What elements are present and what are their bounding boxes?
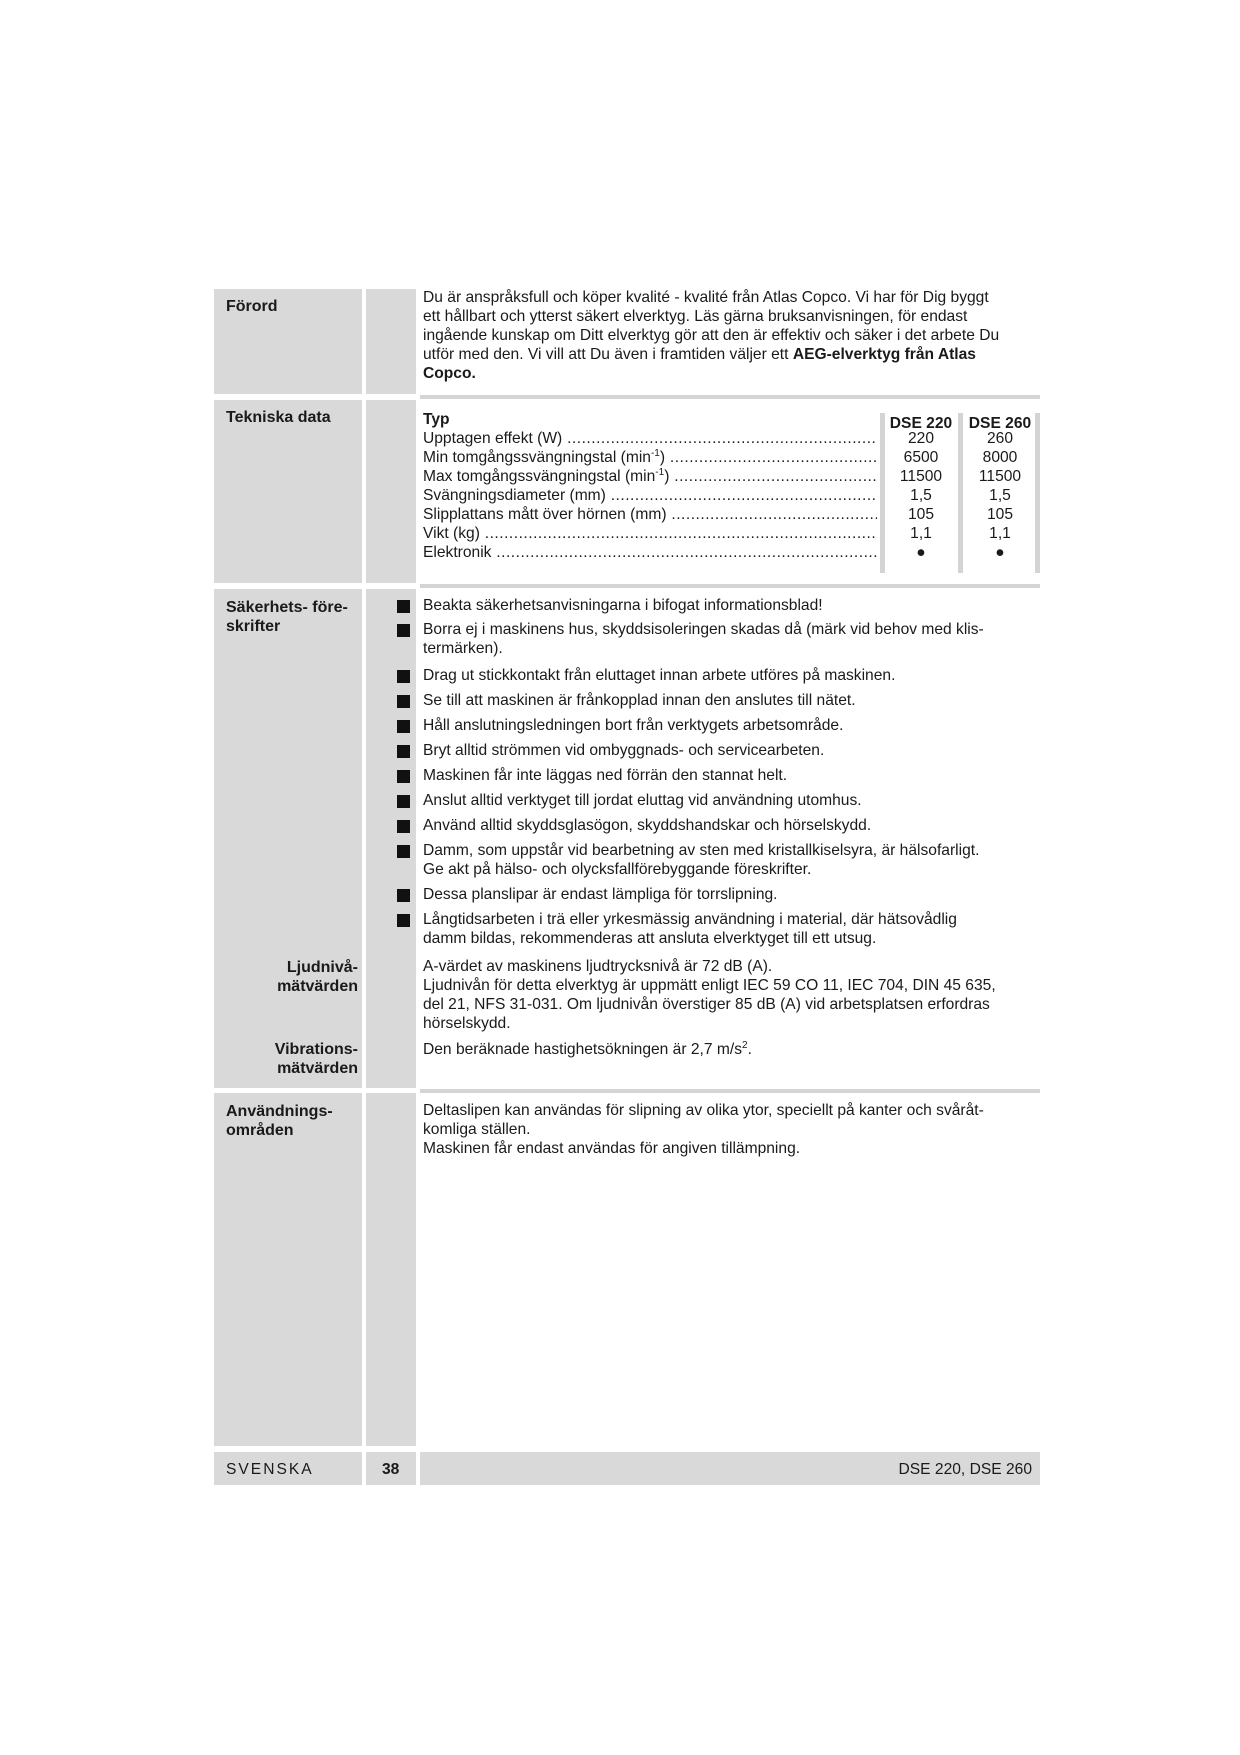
text-span: utför med den. Vi vill att Du även i framtiden väljer ett (423, 346, 793, 363)
text-span: . (747, 1041, 752, 1058)
spec-value-dse220: 105 (907, 506, 935, 523)
safety-item (423, 841, 1035, 879)
square-bullet-icon (397, 695, 410, 708)
spec-row (423, 524, 1040, 543)
heading-line: Ljudnivå- (286, 959, 358, 976)
tekniska-data-heading: Tekniska data (226, 409, 331, 426)
spec-value-dse220: 1,1 (910, 525, 932, 542)
spec-value-dse260: 105 (986, 506, 1014, 523)
spec-type-header: Typ (423, 411, 450, 428)
spec-value-dse260: 8000 (982, 449, 1018, 466)
spec-value-dse260: 1,5 (989, 487, 1011, 504)
spec-table (423, 410, 1040, 562)
text-line: Håll anslutningsledningen bort från verktygets arbetsområde. (423, 717, 844, 734)
page-number: 38 (382, 1461, 400, 1478)
spec-row-label-text: Svängningsdiameter (mm) (423, 487, 606, 504)
square-bullet-icon (397, 845, 410, 858)
text-line: Använd alltid skyddsglasögon, skyddshandskar och hörselskydd. (423, 817, 872, 834)
spec-model1-header: DSE 220 (889, 415, 953, 432)
heading-line: områden (226, 1122, 294, 1139)
superscript: -1 (655, 467, 665, 478)
spec-row-label (423, 429, 877, 448)
ljudniva-heading (226, 958, 358, 996)
text-line: Bryt alltid strömmen vid ombyggnads- och servicearbeten. (423, 742, 825, 759)
forord-heading: Förord (226, 298, 278, 315)
spec-value-dse260: 1,1 (989, 525, 1011, 542)
brand-bold: Copco. (423, 365, 476, 382)
vibration-paragraph (423, 1040, 1035, 1059)
text-line: ingående kunskap om Ditt elverktyg gör att den är effektiv och säker i det arbete Du (423, 327, 1000, 344)
spec-row-label-text: Vikt (kg) (423, 525, 480, 542)
spec-value-dse260: 11500 (978, 468, 1022, 485)
vibration-heading (226, 1040, 358, 1078)
spec-row-label (423, 505, 877, 524)
spec-row (423, 429, 1040, 448)
anvandning-paragraph (423, 1101, 1035, 1158)
text-span: Den beräknade hastighetsökningen är 2,7 m/s (423, 1041, 743, 1058)
spec-header-row (423, 410, 1040, 432)
spec-row-label (423, 448, 877, 467)
square-bullet-icon (397, 670, 410, 683)
text-line (423, 364, 1035, 383)
separator-bar (420, 584, 1040, 588)
text-line: Dessa planslipar är endast lämpliga för torrslipning. (423, 886, 778, 903)
square-bullet-icon (397, 889, 410, 902)
safety-item (423, 716, 1035, 735)
spec-row-label-tail: ) (664, 468, 670, 485)
spec-row-label-text: Min tomgångssvängningstal (min (423, 449, 651, 466)
square-bullet-icon (397, 600, 410, 613)
safety-item (423, 596, 1035, 615)
anvandningsomraden-heading (226, 1102, 356, 1140)
square-bullet-icon (397, 914, 410, 927)
spec-row-label-text: Upptagen effekt (W) (423, 430, 563, 447)
heading-line: skrifter (226, 618, 281, 635)
spec-value-dse220: 11500 (899, 468, 943, 485)
square-bullet-icon (397, 624, 410, 637)
forord-paragraph (423, 288, 1035, 383)
text-line: Du är anspråksfull och köper kvalité - kvalité från Atlas Copco. Vi har för Dig byggt (423, 289, 989, 306)
ljudniva-paragraph (423, 957, 1035, 1033)
spec-row-label-text: Elektronik (423, 544, 492, 561)
separator-bar (420, 1089, 1040, 1093)
text-line (423, 345, 1035, 364)
superscript: -1 (650, 448, 660, 459)
spec-row-label (423, 543, 877, 562)
footer-language: SVENSKA (226, 1461, 314, 1478)
spec-row-label-tail: ) (659, 449, 666, 466)
safety-item (423, 741, 1035, 760)
spec-row (423, 486, 1040, 505)
spec-row (423, 467, 1040, 486)
anv-label-cell (214, 1093, 362, 1446)
spec-row-label-text: Slipplattans mått över hörnen (mm) (423, 506, 667, 523)
spec-value-dse220: 6500 (903, 449, 939, 466)
safety-item (423, 885, 1035, 904)
spec-row-label-text: Max tomgångssvängningstal (min (423, 468, 656, 485)
square-bullet-icon (397, 770, 410, 783)
text-line: Damm, som uppstår vid bearbetning av sten med kristallkiselsyra, är hälsofarligt. (423, 842, 980, 859)
sakerhetsforeskrifter-heading (226, 598, 356, 636)
spec-row-label (423, 467, 877, 486)
footer-models: DSE 220, DSE 260 (898, 1461, 1032, 1478)
spec-value-dse260: 260 (986, 430, 1014, 447)
separator-bar (420, 395, 1040, 399)
safety-item (423, 816, 1035, 835)
text-line: ett hållbart och ytterst säkert elverktyg. Läs gärna bruksanvisningen, för endast (423, 308, 968, 325)
heading-line: Vibrations- (274, 1041, 358, 1058)
brand-bold: AEG-elverktyg från Atlas (792, 346, 976, 363)
safety-item (423, 910, 1035, 948)
safety-item (423, 666, 1035, 685)
text-line: Ljudnivån för detta elverktyg är uppmätt enligt IEC 59 CO 11, IEC 704, DIN 45 635, (423, 977, 996, 994)
square-bullet-icon (397, 745, 410, 758)
sakerhet-label-cell (214, 589, 362, 1088)
forord-mid-cell (366, 289, 416, 394)
tekniska-mid-cell (366, 400, 416, 583)
text-line: Borra ej i maskinens hus, skyddsisoleringen skadas då (märk vid behov med klis- (423, 621, 984, 638)
spec-row-label (423, 486, 877, 505)
spec-value-dse220: 220 (907, 430, 935, 447)
spec-value-dse220: ● (916, 544, 926, 561)
text-line: Maskinen får endast användas för angiven tillämpning. (423, 1140, 801, 1157)
safety-item (423, 791, 1035, 810)
spec-value-dse260: ● (995, 544, 1005, 561)
square-bullet-icon (397, 820, 410, 833)
text-line: Anslut alltid verktyget till jordat eluttag vid användning utomhus. (423, 792, 862, 809)
superscript: 2 (742, 1040, 748, 1051)
safety-item (423, 620, 1035, 658)
text-line: A-värdet av maskinens ljudtrycksnivå är 72 dB (A). (423, 958, 773, 975)
square-bullet-icon (397, 720, 410, 733)
spec-value-dse220: 1,5 (910, 487, 932, 504)
text-line: Deltaslipen kan användas för slipning av olika ytor, speciellt på kanter och svåråt- (423, 1102, 984, 1119)
spec-row (423, 543, 1040, 562)
tekniska-label-cell (214, 400, 362, 583)
text-line: termärken). (423, 640, 503, 657)
text-line: komliga ställen. (423, 1121, 531, 1138)
text-line: Ge akt på hälso- och olycksfallförebyggande föreskrifter. (423, 861, 812, 878)
anv-mid-cell (366, 1093, 416, 1446)
sakerhet-mid-cell (366, 589, 416, 1088)
heading-line: Användnings- (226, 1103, 333, 1120)
heading-line: mätvärden (277, 978, 358, 995)
text-line: Långtidsarbeten i trä eller yrkesmässig användning i material, där hätsovådlig (423, 911, 957, 928)
heading-line: Säkerhets- före- (226, 599, 348, 616)
text-line: hörselskydd. (423, 1015, 511, 1032)
spec-row (423, 448, 1040, 467)
text-line: damm bildas, rekommenderas att ansluta elverktyget till ett utsug. (423, 930, 877, 947)
text-line: Drag ut stickkontakt från eluttaget innan arbete utföres på maskinen. (423, 667, 896, 684)
spec-row-label (423, 524, 877, 543)
spec-row (423, 505, 1040, 524)
spec-model2-header: DSE 260 (968, 415, 1032, 432)
text-line: Beakta säkerhetsanvisningarna i bifogat informationsblad! (423, 597, 823, 614)
square-bullet-icon (397, 795, 410, 808)
text-line: Se till att maskinen är frånkopplad innan den anslutes till nätet. (423, 692, 856, 709)
safety-item (423, 766, 1035, 785)
heading-line: mätvärden (277, 1060, 358, 1077)
safety-item (423, 691, 1035, 710)
text-line: del 21, NFS 31-031. Om ljudnivån överstiger 85 dB (A) vid arbetsplatsen erfordras (423, 996, 990, 1013)
text-line: Maskinen får inte läggas ned förrän den stannat helt. (423, 767, 788, 784)
spec-rows (423, 429, 1040, 562)
